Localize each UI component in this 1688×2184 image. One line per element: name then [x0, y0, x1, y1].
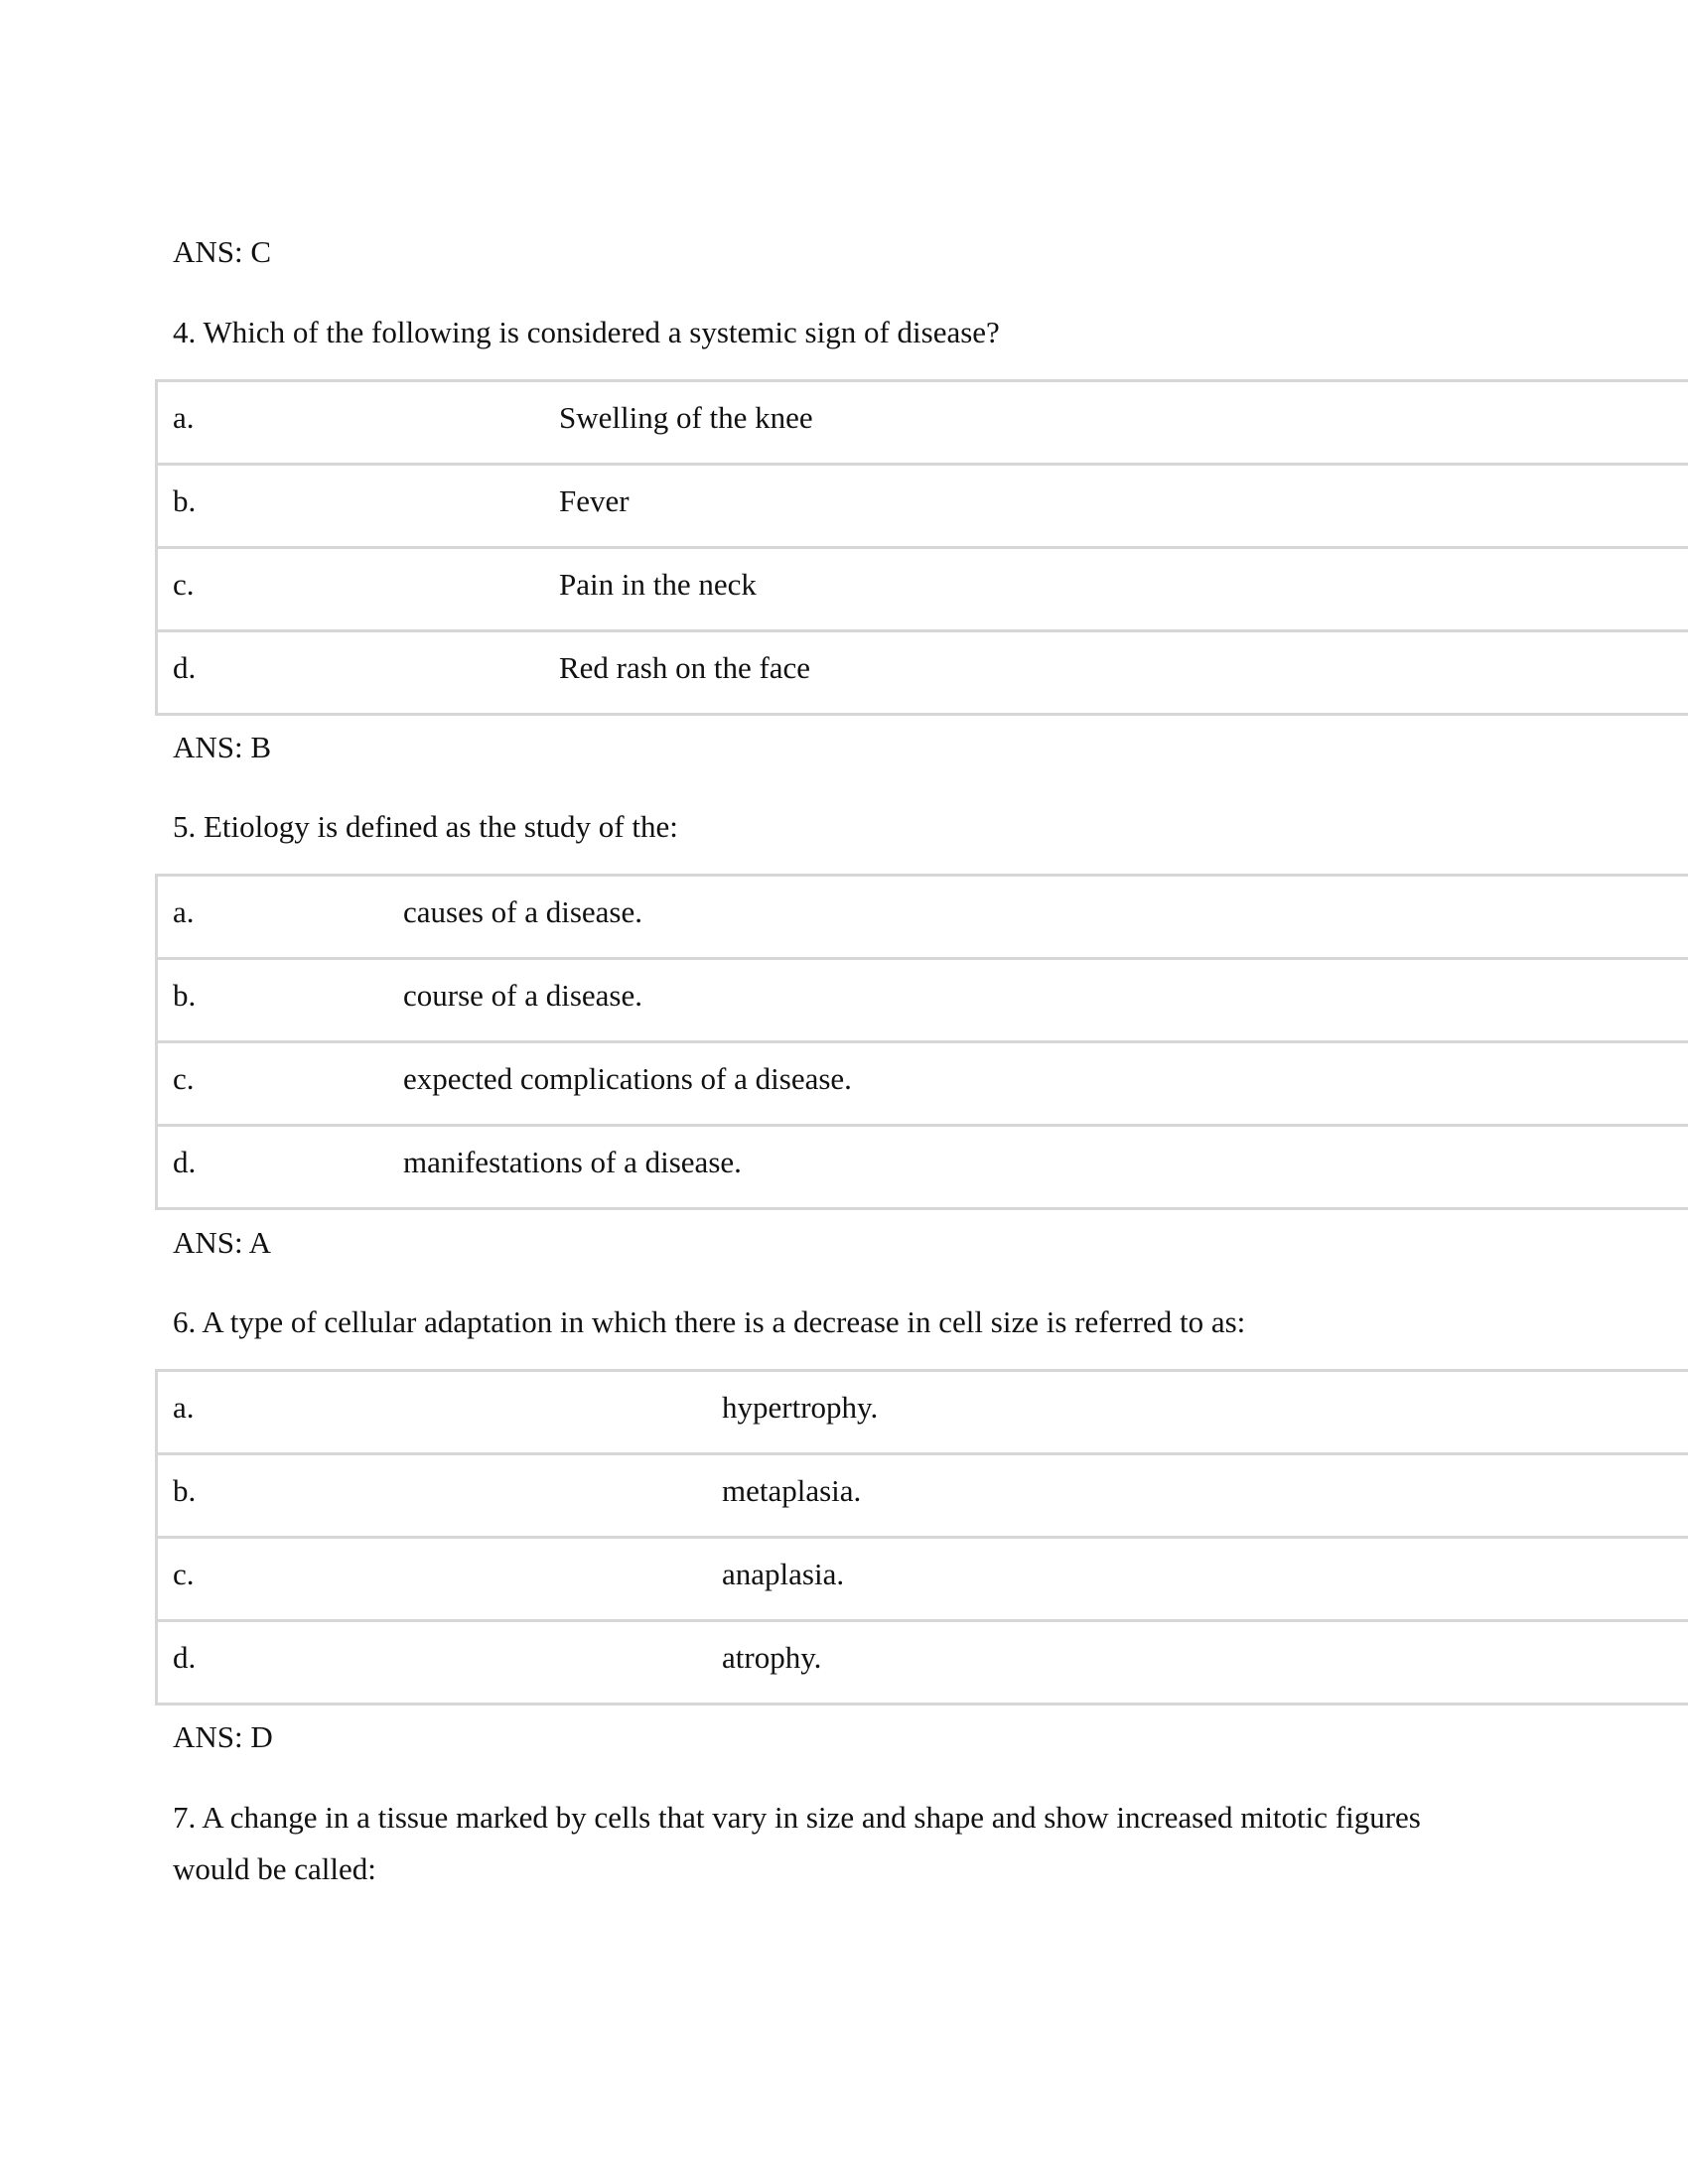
- answer-q5: ANS: A: [173, 1225, 272, 1260]
- option-letter: b.: [173, 978, 197, 1013]
- option-letter: c.: [173, 1061, 195, 1096]
- option-letter: a.: [173, 1390, 195, 1425]
- option-text: Red rash on the face: [559, 650, 811, 685]
- option-letter: c.: [173, 567, 195, 602]
- question-5-options-table: [155, 874, 1688, 1210]
- option-letter: d.: [173, 650, 197, 685]
- table-row: [158, 877, 1688, 960]
- option-letter: d.: [173, 1145, 197, 1179]
- table-row: [158, 1372, 1688, 1455]
- option-text: Fever: [559, 483, 630, 518]
- question-6-text: 6. A type of cellular adaptation in which there is a decrease in cell size is referred to as:: [173, 1304, 1246, 1339]
- option-letter: b.: [173, 483, 197, 518]
- question-4-options-table: [155, 379, 1688, 716]
- question-6-options-table: [155, 1369, 1688, 1706]
- option-text: Swelling of the knee: [559, 400, 813, 435]
- table-row: [158, 1455, 1688, 1539]
- answer-q3: ANS: C: [173, 234, 272, 269]
- option-letter: a.: [173, 894, 195, 929]
- option-text: manifestations of a disease.: [403, 1145, 742, 1179]
- table-row: [158, 960, 1688, 1043]
- option-text: expected complications of a disease.: [403, 1061, 852, 1096]
- question-7-text: 7. A change in a tissue marked by cells that vary in size and shape and show increased mitotic figures would be called:: [173, 1800, 1421, 1886]
- question-4-text: 4. Which of the following is considered a systemic sign of disease?: [173, 315, 1000, 349]
- option-text: atrophy.: [722, 1640, 822, 1675]
- option-text: causes of a disease.: [403, 894, 643, 929]
- option-text: Pain in the neck: [559, 567, 757, 602]
- table-row: [158, 466, 1688, 549]
- table-row: [158, 1043, 1688, 1127]
- table-row: [158, 1622, 1688, 1706]
- answer-q6: ANS: D: [173, 1719, 273, 1754]
- table-row: [158, 549, 1688, 632]
- option-letter: d.: [173, 1640, 197, 1675]
- option-letter: c.: [173, 1557, 195, 1591]
- option-letter: b.: [173, 1473, 197, 1508]
- table-row: [158, 1539, 1688, 1622]
- option-text: metaplasia.: [722, 1473, 862, 1508]
- table-row: [158, 1127, 1688, 1210]
- option-text: anaplasia.: [722, 1557, 845, 1591]
- option-letter: a.: [173, 400, 195, 435]
- table-row: [158, 632, 1688, 716]
- option-text: hypertrophy.: [722, 1390, 879, 1425]
- table-row: [158, 382, 1688, 466]
- option-text: course of a disease.: [403, 978, 643, 1013]
- answer-q4: ANS: B: [173, 730, 272, 764]
- question-5-text: 5. Etiology is defined as the study of the:: [173, 809, 678, 844]
